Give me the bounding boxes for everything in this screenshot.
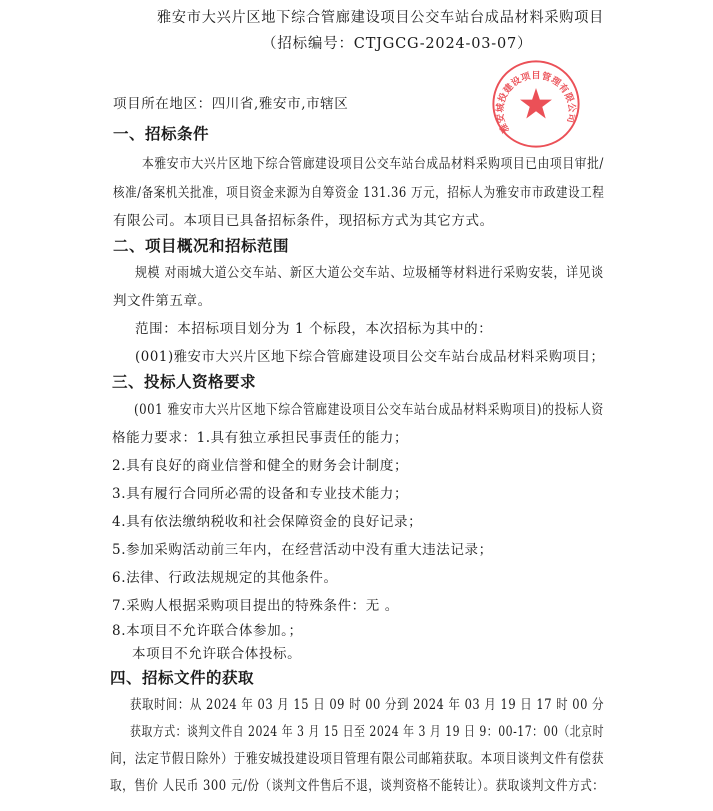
- list-item: 7.采购人根据采购项目提出的特殊条件：无 。: [112, 598, 399, 614]
- section-heading: 三、投标人资格要求: [112, 373, 257, 391]
- list-item: 2.具有良好的商业信誉和健全的财务会计制度；: [112, 458, 409, 474]
- document-title: 雅安市大兴片区地下综合管廊建设项目公交车站台成品材料采购项目: [157, 10, 604, 26]
- list-item: 5.参加采购活动前三年内，在经营活动中没有重大违法记录；: [112, 542, 493, 558]
- paragraph-line: 本雅安市大兴片区地下综合管廊建设项目公交车站台成品材料采购项目已由项目审批/: [142, 156, 604, 172]
- paragraph-line: 判文件第五章。: [113, 293, 212, 309]
- star-icon: [520, 88, 552, 119]
- section-heading: 二、项目概况和招标范围: [113, 237, 290, 255]
- paragraph-line: 规模 对雨城大道公交车站、新区大道公交车站、垃圾桶等材料进行采购安装，详见谈: [135, 265, 604, 281]
- list-item: 3.具有履行合同所必需的设备和专业技术能力；: [112, 486, 409, 502]
- paragraph-line: 本项目不允许联合体投标。: [132, 646, 302, 662]
- list-item: 4.具有依法缴纳税收和社会保障资金的良好记录；: [112, 514, 423, 530]
- list-item: 6.法律、行政法规规定的其他条件。: [112, 570, 338, 586]
- section-heading: 四、招标文件的获取: [110, 669, 255, 687]
- paragraph-line: (001)雅安市大兴片区地下综合管廊建设项目公交车站台成品材料采购项目；: [135, 349, 605, 365]
- paragraph-line: 格能力要求：1.具有独立承担民事责任的能力；: [112, 430, 409, 446]
- paragraph-line: 取，售价 人民币 300 元/份（谈判文件售后不退，谈判资格不能转让）。获取谈判文件方式：: [110, 778, 605, 794]
- svg-text:雅安城投建设项目管理有限公司: 雅安城投建设项目管理有限公司: [494, 70, 578, 135]
- paragraph-line: 获取方式：谈判文件自 2024 年 3 月 15 日至 2024 年 3 月 19 日 9：00-17：00（北京时: [130, 724, 605, 740]
- paragraph-line: 核准/备案机关批准，项目资金来源为自筹资金 131.36 万元，招标人为雅安市市政建设工程: [113, 185, 605, 201]
- company-seal-stamp: [490, 58, 582, 150]
- list-item: 8.本项目不允许联合体参加。；: [112, 623, 303, 639]
- project-region: 项目所在地区：四川省,雅安市,市辖区: [113, 96, 349, 112]
- paragraph-line: 间，法定节假日除外）于雅安城投建设项目管理有限公司邮箱获取。本项目谈判文件有偿获: [110, 751, 604, 767]
- paragraph-line: 有限公司。本项目已具备招标条件，现招标方式为其它方式。: [113, 213, 494, 229]
- paragraph-line: 范围：本招标项目划分为 1 个标段，本次招标为其中的：: [135, 321, 493, 337]
- paragraph-line: (001 雅安市大兴片区地下综合管廊建设项目公交车站台成品材料采购项目)的投标人资: [134, 402, 604, 418]
- tender-number: （招标编号：CTJGCG-2024-03-07）: [262, 36, 533, 52]
- section-heading: 一、招标条件: [113, 125, 210, 143]
- paragraph-line: 获取时间：从 2024 年 03 月 15 日 09 时 00 分到 2024 年 03 月 19 日 17 时 00 分: [130, 697, 605, 713]
